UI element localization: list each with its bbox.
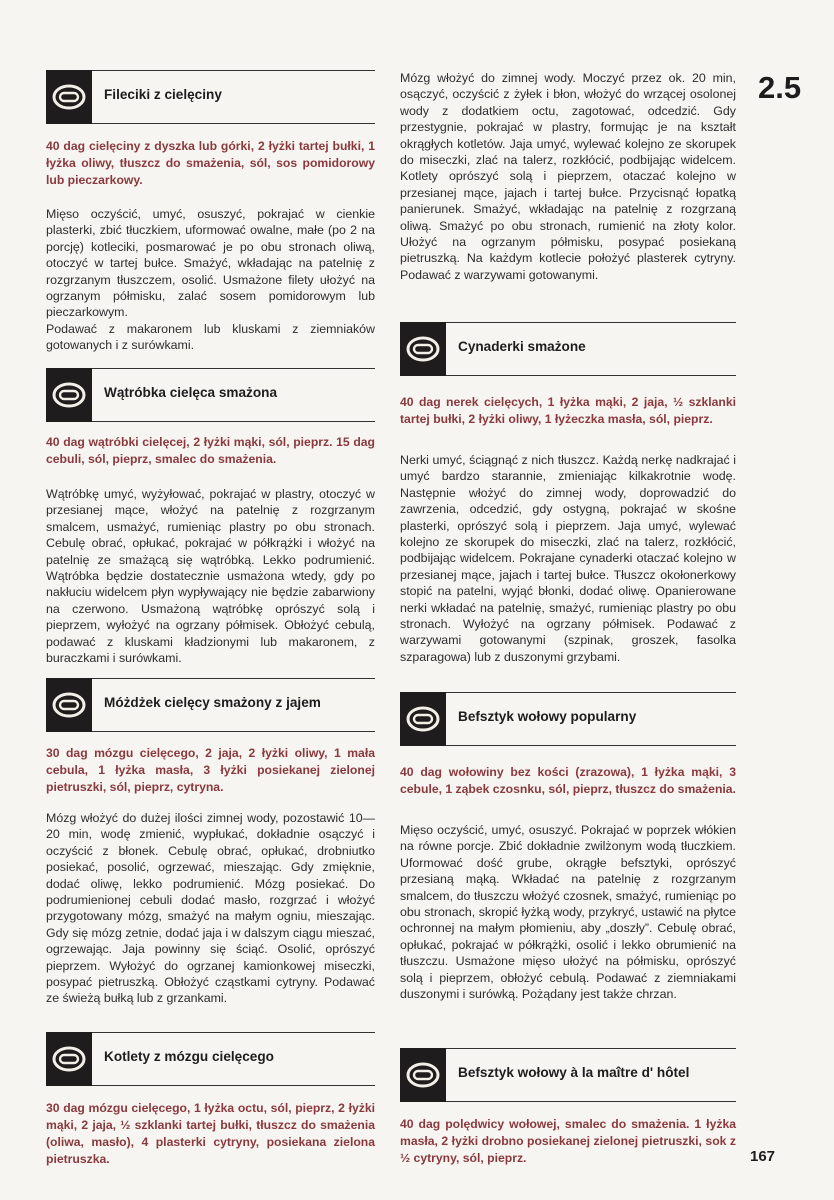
recipe-instructions xyxy=(46,486,375,666)
recipe-instructions xyxy=(46,206,375,354)
recipe-header-watrobka xyxy=(46,368,375,422)
recipe-title: Kotlety z mózgu cielęcego xyxy=(104,1049,274,1064)
recipe-header-kotlety xyxy=(46,1032,375,1086)
recipe-ingredients: 40 dag cielęciny z dyszka lub górki, 2 łyżki tartej bułki, 1 łyżka oliwy, tłuszcz do smażenia, sól, sos pomidorowy lub pieczarkowy. xyxy=(46,139,375,187)
recipe-ingredients: 40 dag wołowiny bez kości (zrazowa), 1 łyżka mąki, 3 cebule, 1 ząbek czosnku, sól, pieprz, tłuszcz do smażenia. xyxy=(400,765,736,796)
recipe-instructions-continued xyxy=(400,70,736,283)
paragraph: Mięso oczyścić, umyć, osuszyć. Pokrajać w poprzek włókien na równe porcje. Zbić dokładnie zwilżonym wodą tłuczkiem. Uformować dość grube, okrągłe befsztyki, oprószyć przesianą mąką. Wkładać na patelnię z rozgrzanym smalcem, do tłuszczu włożyć czosnek, smażyć, rumieniąc po obu stronach, skropić łyżką wody, przykryć, ustawić na płytce ochronnej na małym płomieniu, aby „doszły”. Cebulę obrać, opłukać, pokrajać w półkrążki, osolić i lekko obrumienić na tłuszczu. Usmażone mięso ułożyć na półmisku, oprószyć solą i pieprzem, obłożyć cebulą. Podawać z ziemniakami duszonymi i surówką. Pożądany jest także chrzan. xyxy=(400,823,736,1002)
recipe-title: Cynaderki smażone xyxy=(458,339,586,354)
recipe-ingredients: 30 dag mózgu cielęcego, 2 jaja, 2 łyżki oliwy, 1 mała cebula, 1 łyżka masła, 3 łyżki posiekanej zielonej pietruszki, sól, pieprz, cytryna. xyxy=(46,746,375,794)
paragraph: Wątróbkę umyć, wyżyłować, pokrajać w plastry, otoczyć w przesianej mące, włożyć na patelnię z rozgrzanym smalcem, usmażyć, rumieniąc plastry po obu stronach. Cebulę obrać, opłukać, pokrajać w półkrążki i włożyć na patelnię ze smażącą się wątróbką. Lekko podrumienić. Wątróbka będzie dostatecznie usmażona wtedy, gdy po nakłuciu widelcem płyn wypływający nie będzie zabarwiony na czerwono. Usmażoną wątróbkę oprószyć solą i pieprzem, wyłożyć na ogrzany półmisek. Obłożyć cebulą, podawać z kluskami kładzionymi lub makaronem, z buraczkami i surówkami. xyxy=(46,487,375,666)
recipe-header-fileciki xyxy=(46,70,375,124)
paragraph: Mózg włożyć do dużej ilości zimnej wody, pozostawić 10—20 min, wodę zmienić, wypłukać, dokładnie osączyć i oczyścić z błonek. Cebulę obrać, opłukać, drobniutko posiekać, posolić, ogrzewać, mieszając. Gdy zmięknie, dodać oliwę, lekko podrumienić. Mózg posiekać. Do podrumienionej cebuli dodać masło, rozgrzać i włożyć przygotowany mózg, smażyć na małym ogniu, mieszając. Gdy się mózg zetnie, dodać jaja i w dalszym ciągu mieszać, ogrzewając. Jaja powinny się ściąć. Osolić, oprószyć pieprzem. Wyłożyć do ogrzanej kamionkowej miseczki, posypać pietruszką. Obłożyć cząstkami cytryny. Podawać ze świeżą bułką lub z grzankami. xyxy=(46,811,375,1006)
recipe-title: Befsztyk wołowy popularny xyxy=(458,709,637,724)
recipe-header-cynaderki xyxy=(400,322,736,376)
frying-pan-icon xyxy=(400,692,446,746)
recipe-instructions xyxy=(400,452,736,665)
paragraph: Podawać z makaronem lub kluskami z ziemniaków gotowanych i z surówkami. xyxy=(46,321,375,353)
recipe-instructions xyxy=(46,810,375,1007)
recipe-ingredients: 30 dag mózgu cielęcego, 1 łyżka octu, sól, pieprz, 2 łyżki mąki, 2 jaja, ½ szklanki tartej bułki, tłuszcz do smażenia (oliwa, masło), 4 plasterki cytryny, posiekana zielona pietruszka. xyxy=(46,1101,375,1166)
recipe-header-befsztyk-popularny xyxy=(400,692,736,746)
paragraph: Mięso oczyścić, umyć, osuszyć, pokrajać w cienkie plasterki, zbić tłuczkiem, uformować owalne, małe (po 2 na porcję) kotleciki, posmarować je po obu stronach oliwą, otoczyć w tartej bułce. Smażyć, wkładając na patelnię z rozgrzanym tłuszczem, osolić. Usmażone filety ułożyć na ogrzanym półmisku, zalać sosem pomidorowym lub pieczarkowym. xyxy=(46,207,375,320)
paragraph: Mózg włożyć do zimnej wody. Moczyć przez ok. 20 min, osączyć, oczyścić z żyłek i błon, włożyć do wrzącej osolonej wody z dodatkiem octu, zagotować, odcedzić. Gdy przestygnie, pokrajać w plastry, formując je na kształt okrągłych kotletów. Jaja umyć, wylewać kolejno ze skorupek do miseczki, zlać na talerz, rozkłócić, podbijając widelcem. Kotlety oprószyć solą i pieprzem, otaczać kolejno w przesianej mące, jajach i tartej bułce. Przycisnąć łopatką panierunek. Smażyć, wkładając na patelnię z rozgrzaną oliwą. Smażyć po obu stronach, rumienić na złoty kolor. Ułożyć na ogrzanym półmisku, posypać posiekaną pietruszką. Na każdym kotlecie położyć plasterek cytryny. Podawać z warzywami gotowanymi. xyxy=(400,71,736,282)
recipe-title: Befsztyk wołowy à la maître d' hôtel xyxy=(458,1065,690,1080)
right-column xyxy=(400,0,736,1200)
frying-pan-icon xyxy=(46,368,92,422)
recipe-ingredients: 40 dag wątróbki cielęcej, 2 łyżki mąki, sól, pieprz. 15 dag cebuli, sól, pieprz, smalec do smażenia. xyxy=(46,435,375,466)
recipe-ingredients: 40 dag polędwicy wołowej, smalec do smażenia. 1 łyżka masła, 2 łyżki drobno posiekanej zielonej pietruszki, sok z ½ cytryny, sól, pieprz. xyxy=(400,1117,736,1165)
frying-pan-icon xyxy=(46,70,92,124)
paragraph: Nerki umyć, ściągnąć z nich tłuszcz. Każdą nerkę nadkrajać i umyć bardzo starannie, zmieniając kilkakrotnie wodę. Następnie włożyć do zimnej wody, doprowadzić do zawrzenia, odcedzić, gdy ostygną, pokrajać w skośne plasterki, oprószyć solą i pieprzem. Jaja umyć, wylewać kolejno ze skorupek do miseczki, zlać na talerz, rozkłócić, podbijając widelcem. Pokrajane cynaderki otaczać kolejno w przesianej mące, jajach i tartej bułce. Tłuszcz okołonerkowy stopić na patelni, wyjąć błonki, dodać oliwę. Opanierowane nerki wkładać na patelnię, smażyć, rumieniąc plastry po obu stronach. Wyłożyć na ogrzany półmisek. Podawać z warzywami gotowanymi (szpinak, groszek, fasolka szparagowa) lub z duszonymi grzybami. xyxy=(400,453,736,664)
section-label: 2.5 xyxy=(758,70,802,105)
frying-pan-icon xyxy=(400,322,446,376)
recipe-title: Fileciki z cielęciny xyxy=(104,87,222,102)
recipe-title: Móżdżek cielęcy smażony z jajem xyxy=(104,695,321,710)
frying-pan-icon xyxy=(46,678,92,732)
frying-pan-icon xyxy=(400,1048,446,1102)
recipe-ingredients: 40 dag nerek cielęcych, 1 łyżka mąki, 2 jaja, ½ szklanki tartej bułki, 2 łyżki oliwy, 1 łyżeczka masła, sól, pieprz. xyxy=(400,395,736,426)
recipe-title: Wątróbka cielęca smażona xyxy=(104,385,278,400)
recipe-instructions xyxy=(400,822,736,1002)
page-number: 167 xyxy=(750,1148,776,1165)
recipe-header-befsztyk-hotel xyxy=(400,1048,736,1102)
frying-pan-icon xyxy=(46,1032,92,1086)
left-column xyxy=(46,0,375,1200)
recipe-header-mozdzek xyxy=(46,678,375,732)
